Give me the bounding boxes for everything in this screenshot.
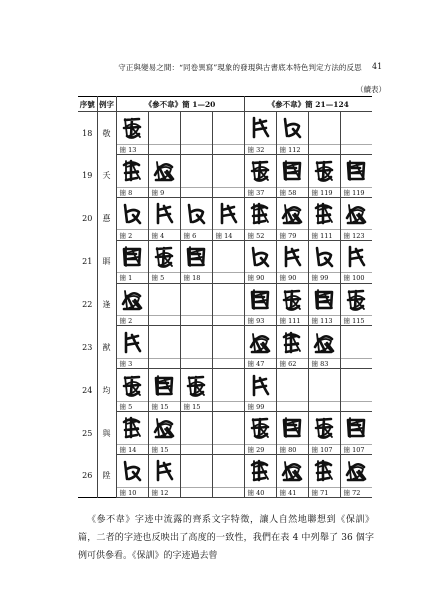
manuscript-glyph-image (119, 243, 145, 270)
glyph-cell (116, 369, 148, 402)
glyph-cell (244, 412, 276, 445)
slip-label: 簡 93 (244, 316, 276, 326)
manuscript-glyph-image (343, 414, 369, 441)
row-example-char: 敬 (97, 112, 116, 155)
row-example-char: 均 (97, 369, 116, 412)
manuscript-glyph-image (343, 457, 369, 484)
glyph-cell (340, 455, 372, 488)
glyph-cell (116, 240, 148, 273)
glyph-cell (308, 154, 340, 187)
table-body (78, 112, 372, 498)
slip-label (340, 359, 372, 369)
manuscript-glyph-image (151, 414, 177, 441)
glyph-cell (276, 455, 308, 488)
glyph-cell (212, 455, 244, 488)
row-index: 25 (78, 412, 97, 455)
slip-label (212, 359, 244, 369)
glyph-cell (180, 154, 212, 187)
slip-label: 簡 111 (276, 316, 308, 326)
manuscript-glyph-image (279, 286, 305, 313)
glyph-cell (116, 326, 148, 359)
glyph-cell (276, 240, 308, 273)
slip-label: 簡 90 (276, 273, 308, 283)
slip-label: 簡 107 (308, 444, 340, 454)
manuscript-glyph-image (279, 200, 305, 227)
manuscript-glyph-image (311, 457, 337, 484)
slip-label: 簡 123 (340, 230, 372, 240)
glyph-cell (244, 154, 276, 187)
slip-label: 簡 14 (116, 444, 148, 454)
glyph-cell (276, 283, 308, 316)
slip-label: 簡 2 (116, 316, 148, 326)
table-label-row (78, 187, 372, 197)
slip-label (340, 144, 372, 154)
row-index: 20 (78, 197, 97, 240)
manuscript-glyph-image (119, 157, 145, 184)
manuscript-glyph-image (343, 286, 369, 313)
glyph-cell (116, 197, 148, 230)
slip-label (212, 316, 244, 326)
slip-label (180, 316, 212, 326)
glyph-cell (340, 412, 372, 445)
manuscript-glyph-image (311, 329, 337, 356)
slip-label: 簡 107 (340, 444, 372, 454)
manuscript-glyph-image (311, 200, 337, 227)
glyph-cell (308, 326, 340, 359)
body-text (78, 511, 374, 565)
glyph-cell (308, 369, 340, 402)
glyph-cell (148, 283, 180, 316)
glyph-cell (340, 112, 372, 145)
glyph-cell (244, 369, 276, 402)
manuscript-glyph-image (151, 157, 177, 184)
slip-label (180, 144, 212, 154)
manuscript-glyph-image (183, 243, 209, 270)
header-group-b: 《參不韋》簡 21—124 (244, 97, 372, 112)
slip-label: 簡 119 (308, 187, 340, 197)
glyph-cell (148, 369, 180, 402)
slip-label: 簡 40 (244, 487, 276, 497)
glyph-cell (116, 283, 148, 316)
manuscript-glyph-image (311, 157, 337, 184)
glyph-cell (244, 197, 276, 230)
table-label-row (78, 359, 372, 369)
slip-label (212, 444, 244, 454)
slip-label: 簡 41 (276, 487, 308, 497)
slip-label: 簡 3 (116, 359, 148, 369)
table-header-row (78, 97, 372, 112)
table-row (78, 240, 372, 273)
row-index: 19 (78, 154, 97, 197)
glyph-cell (244, 240, 276, 273)
slip-label (308, 401, 340, 411)
table-continued-note: （續表） (356, 85, 386, 94)
table-row (78, 154, 372, 187)
manuscript-glyph-image (343, 157, 369, 184)
slip-label: 簡 99 (244, 401, 276, 411)
slip-label (180, 487, 212, 497)
row-example-char: 猷 (97, 326, 116, 369)
slip-label: 簡 8 (116, 187, 148, 197)
slip-label: 簡 58 (276, 187, 308, 197)
manuscript-glyph-image (247, 157, 273, 184)
manuscript-glyph-image (119, 200, 145, 227)
glyph-cell (212, 240, 244, 273)
slip-label (212, 487, 244, 497)
row-index: 26 (78, 455, 97, 498)
manuscript-glyph-image (343, 243, 369, 270)
glyph-cell (116, 112, 148, 145)
slip-label: 簡 32 (244, 144, 276, 154)
slip-label: 簡 18 (180, 273, 212, 283)
manuscript-glyph-image (247, 457, 273, 484)
glyph-cell (212, 326, 244, 359)
table-label-row (78, 444, 372, 454)
row-example-char: 夭 (97, 154, 116, 197)
slip-label: 簡 37 (244, 187, 276, 197)
table-row (78, 412, 372, 445)
glyph-cell (148, 455, 180, 488)
glyph-cell (276, 412, 308, 445)
manuscript-glyph-image (183, 372, 209, 399)
slip-label (212, 144, 244, 154)
manuscript-glyph-image (119, 329, 145, 356)
glyph-cell (180, 369, 212, 402)
slip-label: 簡 119 (340, 187, 372, 197)
manuscript-glyph-image (183, 200, 209, 227)
manuscript-glyph-image (279, 457, 305, 484)
table-label-row (78, 487, 372, 497)
glyph-cell (340, 283, 372, 316)
slip-label: 簡 115 (340, 316, 372, 326)
slip-label: 簡 15 (180, 401, 212, 411)
glyph-cell (340, 154, 372, 187)
glyph-cell (116, 455, 148, 488)
glyph-cell (308, 112, 340, 145)
manuscript-glyph-image (247, 372, 273, 399)
glyph-cell (148, 112, 180, 145)
table-row (78, 112, 372, 145)
manuscript-glyph-image (279, 114, 305, 141)
glyph-cell (276, 112, 308, 145)
table-row (78, 197, 372, 230)
glyph-cell (148, 240, 180, 273)
glyph-cell (340, 326, 372, 359)
glyph-cell (244, 112, 276, 145)
manuscript-glyph-image (311, 286, 337, 313)
glyph-cell (340, 197, 372, 230)
slip-label: 簡 113 (308, 316, 340, 326)
glyph-cell (308, 455, 340, 488)
glyph-cell (180, 112, 212, 145)
manuscript-glyph-image (119, 114, 145, 141)
row-example-char: 逢 (97, 283, 116, 326)
glyph-cell (308, 197, 340, 230)
body-paragraph: 《參不韋》字迹中流露的齊系文字特徵，讓人自然地聯想到《保訓》篇，二者的字迹也反映出了高度的一致性，我們在表 4 中列舉了 36 個字例可供參看。《保訓》的字迹過去曾 (78, 515, 374, 561)
slip-label (148, 144, 180, 154)
table-row (78, 283, 372, 316)
glyph-cell (148, 326, 180, 359)
slip-label (180, 187, 212, 197)
slip-label: 簡 9 (148, 187, 180, 197)
manuscript-glyph-image (119, 414, 145, 441)
glyph-cell (308, 412, 340, 445)
header-example: 例字 (97, 97, 116, 112)
manuscript-glyph-image (247, 286, 273, 313)
glyph-cell (180, 326, 212, 359)
glyph-cell (212, 369, 244, 402)
table-label-row (78, 316, 372, 326)
slip-label: 簡 72 (340, 487, 372, 497)
slip-label (276, 401, 308, 411)
row-index: 18 (78, 112, 97, 155)
table-label-row (78, 401, 372, 411)
manuscript-glyph-image (247, 329, 273, 356)
header-group-a: 《參不韋》簡 1—20 (116, 97, 244, 112)
slip-label (180, 444, 212, 454)
manuscript-glyph-image (119, 286, 145, 313)
table-row (78, 326, 372, 359)
glyph-cell (180, 240, 212, 273)
running-head: 守正與變易之間：“同卷異寫”現象的發現與古書底本特色判定方法的反思 (118, 63, 362, 72)
slip-label (180, 359, 212, 369)
manuscript-glyph-image (151, 243, 177, 270)
slip-label: 簡 10 (116, 487, 148, 497)
glyph-cell (116, 154, 148, 187)
glyph-cell (308, 283, 340, 316)
row-example-char: 與 (97, 412, 116, 455)
page-header (0, 62, 427, 76)
glyph-cell (148, 154, 180, 187)
manuscript-glyph-image (119, 372, 145, 399)
slip-label: 簡 15 (148, 444, 180, 454)
manuscript-glyph-image (279, 157, 305, 184)
slip-label: 簡 29 (244, 444, 276, 454)
glyph-cell (308, 240, 340, 273)
glyph-cell (244, 326, 276, 359)
glyph-cell (244, 455, 276, 488)
manuscript-glyph-image (151, 372, 177, 399)
manuscript-glyph-image (279, 243, 305, 270)
slip-label: 簡 5 (116, 401, 148, 411)
manuscript-glyph-image (343, 200, 369, 227)
slip-label: 簡 79 (276, 230, 308, 240)
manuscript-glyph-image (247, 114, 273, 141)
manuscript-glyph-image (311, 243, 337, 270)
slip-label: 簡 14 (212, 230, 244, 240)
glyph-cell (276, 197, 308, 230)
slip-label: 簡 90 (244, 273, 276, 283)
slip-label (212, 187, 244, 197)
glyph-cell (116, 412, 148, 445)
glyph-cell (212, 197, 244, 230)
glyph-cell (244, 283, 276, 316)
slip-label: 簡 12 (148, 487, 180, 497)
glyph-cell (276, 326, 308, 359)
slip-label: 簡 80 (276, 444, 308, 454)
row-index: 22 (78, 283, 97, 326)
glyph-cell (212, 412, 244, 445)
manuscript-glyph-image (119, 457, 145, 484)
table-label-row (78, 230, 372, 240)
manuscript-glyph-image (279, 329, 305, 356)
row-index: 21 (78, 240, 97, 283)
slip-label (308, 144, 340, 154)
glyph-cell (340, 240, 372, 273)
glyph-cell (180, 455, 212, 488)
header-index: 序號 (78, 97, 97, 112)
slip-label: 簡 4 (148, 230, 180, 240)
slip-label: 簡 112 (276, 144, 308, 154)
row-example-char: 聑 (97, 240, 116, 283)
glyph-cell (276, 154, 308, 187)
row-example-char: 陞 (97, 455, 116, 498)
slip-label: 簡 83 (308, 359, 340, 369)
glyph-cell (212, 112, 244, 145)
manuscript-glyph-image (279, 414, 305, 441)
slip-label: 簡 62 (276, 359, 308, 369)
glyph-cell (148, 412, 180, 445)
manuscript-glyph-image (215, 200, 241, 227)
slip-label: 簡 6 (180, 230, 212, 240)
manuscript-glyph-image (247, 243, 273, 270)
manuscript-glyph-image (247, 414, 273, 441)
glyph-cell (212, 154, 244, 187)
slip-label: 簡 5 (148, 273, 180, 283)
slip-label (148, 316, 180, 326)
glyph-cell (276, 369, 308, 402)
glyph-cell (148, 197, 180, 230)
slip-label: 簡 2 (116, 230, 148, 240)
glyph-cell (180, 283, 212, 316)
slip-label (212, 273, 244, 283)
slip-label: 簡 1 (116, 273, 148, 283)
page-number: 41 (372, 62, 383, 71)
manuscript-glyph-image (311, 414, 337, 441)
slip-label: 簡 100 (340, 273, 372, 283)
table-label-row (78, 273, 372, 283)
glyph-cell (180, 412, 212, 445)
slip-label (340, 401, 372, 411)
table-row (78, 369, 372, 402)
table-row (78, 455, 372, 488)
manuscript-glyph-image (151, 200, 177, 227)
slip-label: 簡 47 (244, 359, 276, 369)
slip-label: 簡 111 (308, 230, 340, 240)
glyph-cell (340, 369, 372, 402)
slip-label (148, 359, 180, 369)
slip-label: 簡 13 (116, 144, 148, 154)
table-label-row (78, 144, 372, 154)
slip-label: 簡 15 (148, 401, 180, 411)
manuscript-glyph-image (151, 457, 177, 484)
manuscript-glyph-image (247, 200, 273, 227)
slip-label (212, 401, 244, 411)
slip-label: 簡 52 (244, 230, 276, 240)
character-comparison-table (78, 96, 372, 498)
slip-label: 簡 71 (308, 487, 340, 497)
row-index: 24 (78, 369, 97, 412)
slip-label: 簡 99 (308, 273, 340, 283)
row-example-char: 惪 (97, 197, 116, 240)
glyph-cell (212, 283, 244, 316)
glyph-cell (180, 197, 212, 230)
row-index: 23 (78, 326, 97, 369)
